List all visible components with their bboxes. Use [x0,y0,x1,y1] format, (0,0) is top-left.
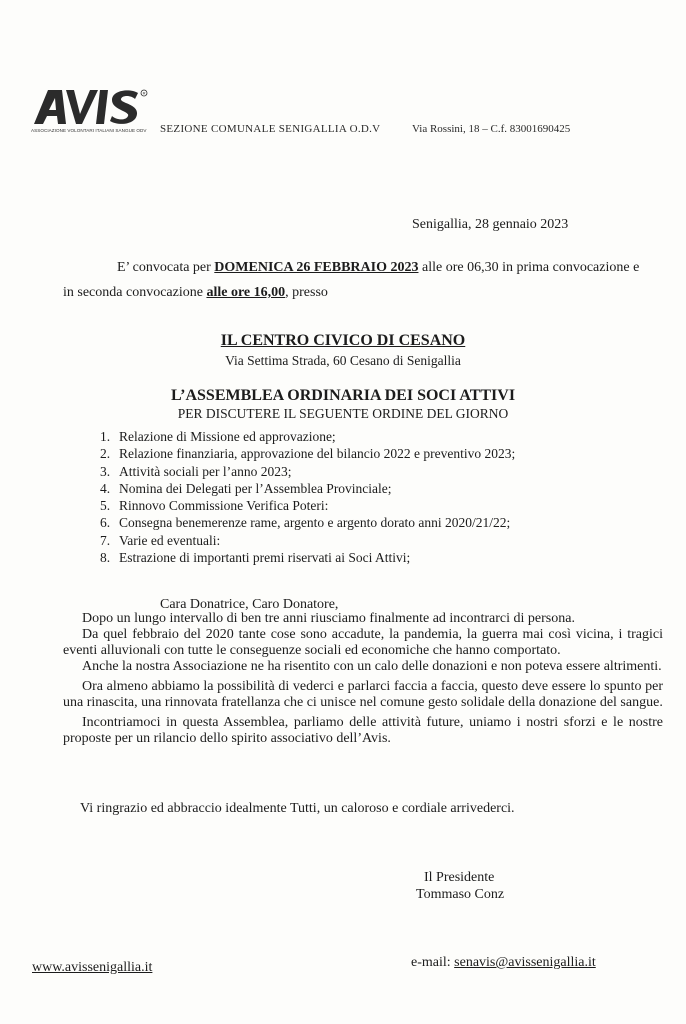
intro-text: E’ convocata per [117,260,215,275]
item-number: 7. [100,532,111,548]
intro-line-2 [63,285,328,301]
paragraph: Da quel febbraio del 2020 tante cose sono accadute, la pandemia, la guerra mai così vicina, i tragici eventi alluvionali con tutte le conseguenze sociali ed economiche che hanno comportato. [63,627,663,658]
item-text: Estrazione di importanti premi riservati ai Soci Attivi; [119,550,411,566]
list-item [100,514,515,531]
paragraph: Ora almeno abbiamo la possibilità di vederci e parlarci faccia a faccia, questo deve essere lo spunto per una rinascita, una rinnovata fratellanza che ci unisce nel comune gesto solidale della donazione del sangue. [63,679,663,710]
avis-logo [32,86,150,126]
list-item [100,428,515,445]
list-item [100,532,515,549]
list-item [100,480,515,497]
sezione-heading: SEZIONE COMUNALE SENIGALLIA O.D.V [160,123,381,135]
agenda-list [100,428,515,566]
logo-caption: ASSOCIAZIONE VOLONTARI ITALIANI SANGUE ODV [31,128,147,133]
item-number: 1. [100,429,111,444]
assembly-title: L’ASSEMBLEA ORDINARIA DEI SOCI ATTIVI [170,387,516,404]
letter-closing: Vi ringrazio ed abbraccio idealmente Tutti, un caloroso e cordiale arrivederci. [80,801,515,816]
email-line [411,955,596,971]
paragraph: Incontriamoci in questa Assemblea, parliamo delle attività future, uniamo i nostri sforzi e le nostre proposte per un rilancio dello spirito associativo dell’Avis. [63,715,663,746]
assembly-subtitle: PER DISCUTERE IL SEGUENTE ORDINE DEL GIORNO [177,406,509,421]
letter-date: Senigallia, 28 gennaio 2023 [412,217,569,232]
email-label: e-mail: [411,955,455,970]
address-line: Via Rossini, 18 – C.f. 83001690425 [412,123,571,135]
item-number: 5. [100,498,111,514]
paragraph: Anche la nostra Associazione ne ha risentito con un calo delle donazioni e non poteva essere altrimenti. [82,659,662,674]
item-number: 4. [100,480,111,496]
venue-name: IL CENTRO CIVICO DI CESANO [220,332,466,349]
email-link[interactable]: senavis@avissenigallia.it [454,955,596,970]
intro-line-1 [117,260,639,276]
letter-greeting: Cara Donatrice, Caro Donatore, [160,597,339,612]
item-text: Consegna benemerenze rame, argento e argento dorato anni 2020/21/22; [119,515,511,531]
svg-text:R: R [142,90,146,96]
paragraph: Dopo un lungo intervallo di ben tre anni riusciamo finalmente ad incontrarci di persona. [82,611,575,626]
list-item [100,463,515,480]
website-link[interactable]: www.avissenigallia.it [32,960,153,975]
item-text: Varie ed eventuali: [119,532,221,548]
list-item [100,445,515,462]
list-item [100,497,515,514]
item-text: Relazione finanziaria, approvazione del bilancio 2022 e preventivo 2023; [119,446,516,462]
signature-role: Il Presidente [424,870,495,885]
meeting-time: alle ore 16,00 [206,285,286,300]
intro-text: alle ore 06,30 in prima convocazione e [418,260,640,275]
list-item [100,549,515,566]
intro-text: in seconda convocazione [63,285,207,300]
signature-name: Tommaso Conz [416,887,505,902]
item-number: 3. [100,463,111,479]
meeting-date: DOMENICA 26 FEBBRAIO 2023 [214,260,419,275]
letter-body [63,611,663,751]
item-number: 6. [100,515,111,531]
item-text: Relazione di Missione ed approvazione; [119,429,336,444]
intro-text: , presso [285,285,328,300]
item-text: Rinnovo Commissione Verifica Poteri: [119,498,329,514]
item-text: Attività sociali per l’anno 2023; [119,463,292,479]
item-number: 8. [100,550,111,566]
item-text: Nomina dei Delegati per l’Assemblea Provinciale; [119,480,392,496]
item-number: 2. [100,446,111,462]
venue-address: Via Settima Strada, 60 Cesano di Senigallia [225,353,461,368]
